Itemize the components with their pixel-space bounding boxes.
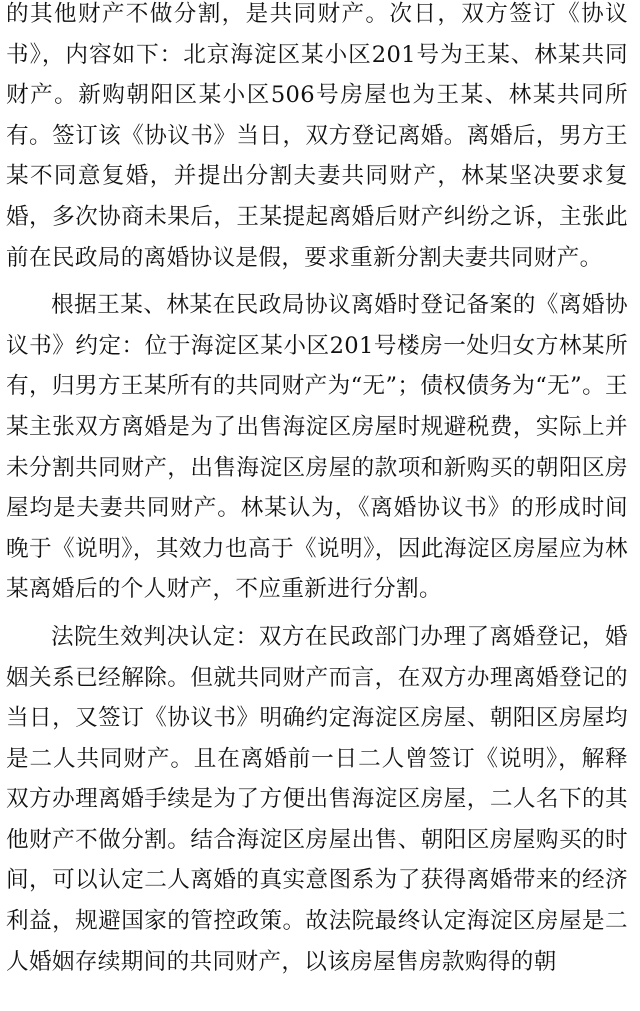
document-page	[6, 0, 628, 982]
paragraph-agreement-dispute: 根据王某、林某在民政局协议离婚时登记备案的《离婚协议书》约定：位于海淀区某小区201号楼房一处归女方林某所有，归男方王某所有的共同财产为“无”；债权债务为“无”。王某主张双方离婚是为了出售海淀区房屋时规避税费，实际上并未分割共同财产，出售海淀区房屋的款项和新购买的朝阳区房屋均是夫妻共同财产。林某认为，《离婚协议书》的形成时间晚于《说明》，其效力也高于《说明》，因此海淀区房屋应为林某离婚后的个人财产，不应重新进行分割。	[6, 292, 628, 603]
paragraph-court-ruling: 法院生效判决认定：双方在民政部门办理了离婚登记，婚姻关系已经解除。但就共同财产而言，在双方办理离婚登记的当日，又签订《协议书》明确约定海淀区房屋、朝阳区房屋均是二人共同财产。且在离婚前一日二人曾签订《说明》，解释双方办理离婚手续是为了方便出售海淀区房屋，二人名下的其他财产不做分割。结合海淀区房屋出售、朝阳区房屋购买的时间，可以认定二人离婚的真实意图系为了获得离婚带来的经济利益，规避国家的管控政策。故法院最终认定海淀区房屋是二人婚姻存续期间的共同财产，以该房屋售房款购得的朝	[6, 623, 628, 975]
paragraph-continued: 的其他财产不做分割，是共同财产。次日，双方签订《协议书》，内容如下：北京海淀区某小区201号为王某、林某共同财产。新购朝阳区某小区506号房屋也为王某、林某共同所有。签订该《协议书》当日，双方登记离婚。离婚后，男方王某不同意复婚，并提出分割夫妻共同财产，林某坚决要求复婚，多次协商未果后，王某提起离婚后财产纠纷之诉，主张此前在民政局的离婚协议是假，要求重新分割夫妻共同财产。	[6, 1, 628, 271]
